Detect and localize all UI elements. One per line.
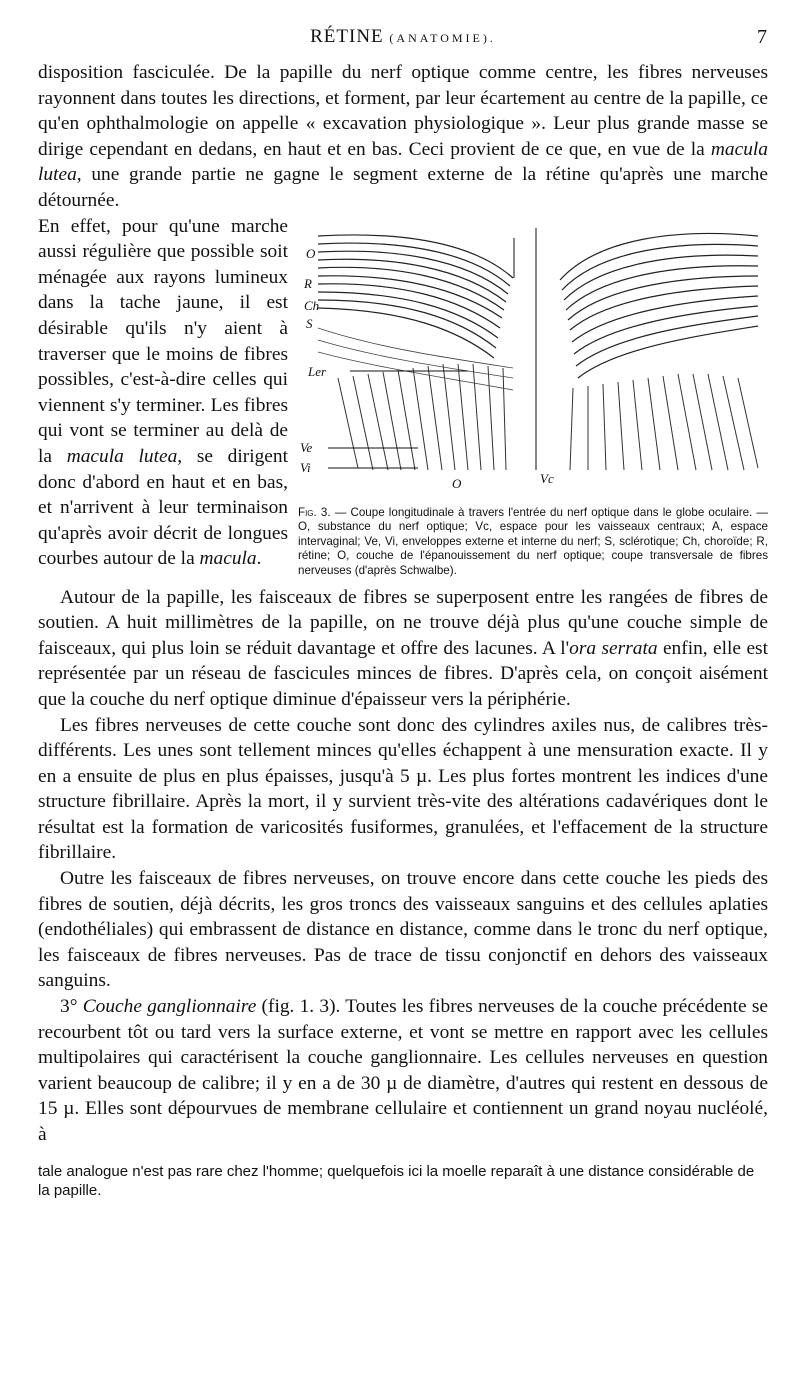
figure-section bbox=[38, 214, 768, 585]
label-Ch: Ch bbox=[304, 297, 320, 313]
page-number: 7 bbox=[757, 26, 768, 48]
page bbox=[38, 26, 768, 1200]
paragraph-2: En effet, pour qu'une marche aussi régulière que possible soit ménagée aux rayons lumineux dans la tache jaune, il est désirable qu'ils n'y aient à traverser que le moins de fibres possibles, c'est-à-dire celles qui viennent s'y terminer. Les fibres qui vont se terminer au delà de la macula lutea, se dirigent donc d'abord en haut et en bas, et n'arrivent à leur terminaison qu'après avoir décrit de longues courbes autour de la macula. bbox=[38, 215, 288, 570]
header-title: RÉTINE bbox=[310, 26, 384, 47]
paragraph-3: Autour de la papille, les faisceaux de fibres se superposent entre les rangées de fibres de soutien. A huit millimètres de la papille, on ne trouve déjà plus qu'une couche simple de faisceaux, qui plus loin se réduit davantage et offre des lacunes. A l'ora serrata enfin, elle est représentée par un réseau de fascicules minces de fibres. D'après cela, on conçoit aisément que la couche du nerf optique diminue d'épaisseur vers la périphérie. bbox=[38, 586, 768, 710]
running-header bbox=[38, 26, 768, 60]
figure-3 bbox=[298, 218, 768, 579]
label-Vi: Vi bbox=[300, 459, 311, 475]
figure-caption: Fig. 3. — Coupe longitudinale à travers l'entrée du nerf optique dans le globe oculaire. — O, substance du nerf optique; Vc, espace pour les vaisseaux centraux; A, espace intervaginal; Ve, Vi, enveloppes externe et interne du nerf; S, sclérotique; Ch, choroïde; R, rétine; O, couche de l'épanouissement du nerf optique; coupe transversale de fibres nerveuses (d'après Schwalbe). bbox=[298, 505, 768, 577]
footnote: tale analogue n'est pas rare chez l'homme; quelquefois ici la moelle reparaît à une distance considérable de la papille. bbox=[38, 1162, 755, 1199]
label-Ve: Ve bbox=[300, 439, 313, 455]
label-S: S bbox=[306, 315, 313, 331]
label-Ler: Ler bbox=[308, 363, 327, 379]
paragraph-1: disposition fasciculée. De la papille du nerf optique comme centre, les fibres nerveuses rayonnent dans toutes les directions, et forment, par leur écartement au centre de la papille, ce qu'en ophthalmologie on appelle « excavation physiologique ». Leur plus grande masse se dirige cependant en dedans, en haut et en bas. Ceci provient de ce que, en vue de la macula lutea, une grande partie ne gagne le segment externe de la rétine qu'après une marche détournée. bbox=[38, 62, 768, 211]
label-O: O bbox=[306, 245, 316, 261]
label-R: R bbox=[304, 275, 312, 291]
paragraph-5: Outre les faisceaux de fibres nerveuses, on trouve encore dans cette couche les pieds des fibres de soutien, déjà décrits, les gros troncs des vaisseaux sanguins et des cellules aplaties (endothéliales) qui embrassent de distance en distance, comme dans le tronc du nerf optique, les faisceaux de fibres nerveuses. Pas de trace de tissu conjonctif en dehors des vaisseaux sanguins. bbox=[38, 868, 768, 992]
figure-illustration bbox=[298, 218, 764, 502]
label-Vc: Vc bbox=[540, 470, 554, 486]
paragraph-4: Les fibres nerveuses de cette couche sont donc des cylindres axiles nus, de calibres très-différents. Les unes sont tellement minces qu'elles échappent à une mensuration exacte. Il y en a ensuite de plus en plus épaisses, jusqu'à 5 µ. Les plus fortes montrent les indices d'une structure fibrillaire. Après la mort, il y survient très-vite des altérations cadavériques dont le résultat est la formation de varicosités fusiformes, granulées, et l'effacement de la structure fibrillaire. bbox=[38, 714, 768, 864]
label-O-bottom: O bbox=[452, 475, 462, 491]
header-subtitle: (ANATOMIE). bbox=[389, 31, 496, 45]
paragraph-6: 3° Couche ganglionnaire (fig. 1. 3). Toutes les fibres nerveuses de la couche précédente se recourbent tôt ou tard vers la surface externe, et vont se mettre en rapport avec les cellules multipolaires qui caractérisent la couche ganglionnaire. Les cellules nerveuses en question varient beaucoup de calibre; il y en a de 30 µ de diamètre, d'autres qui restent en dessous de 15 µ. Elles sont dépourvues de membrane cellulaire et contiennent un grand noyau nucléolé, à bbox=[38, 996, 768, 1145]
